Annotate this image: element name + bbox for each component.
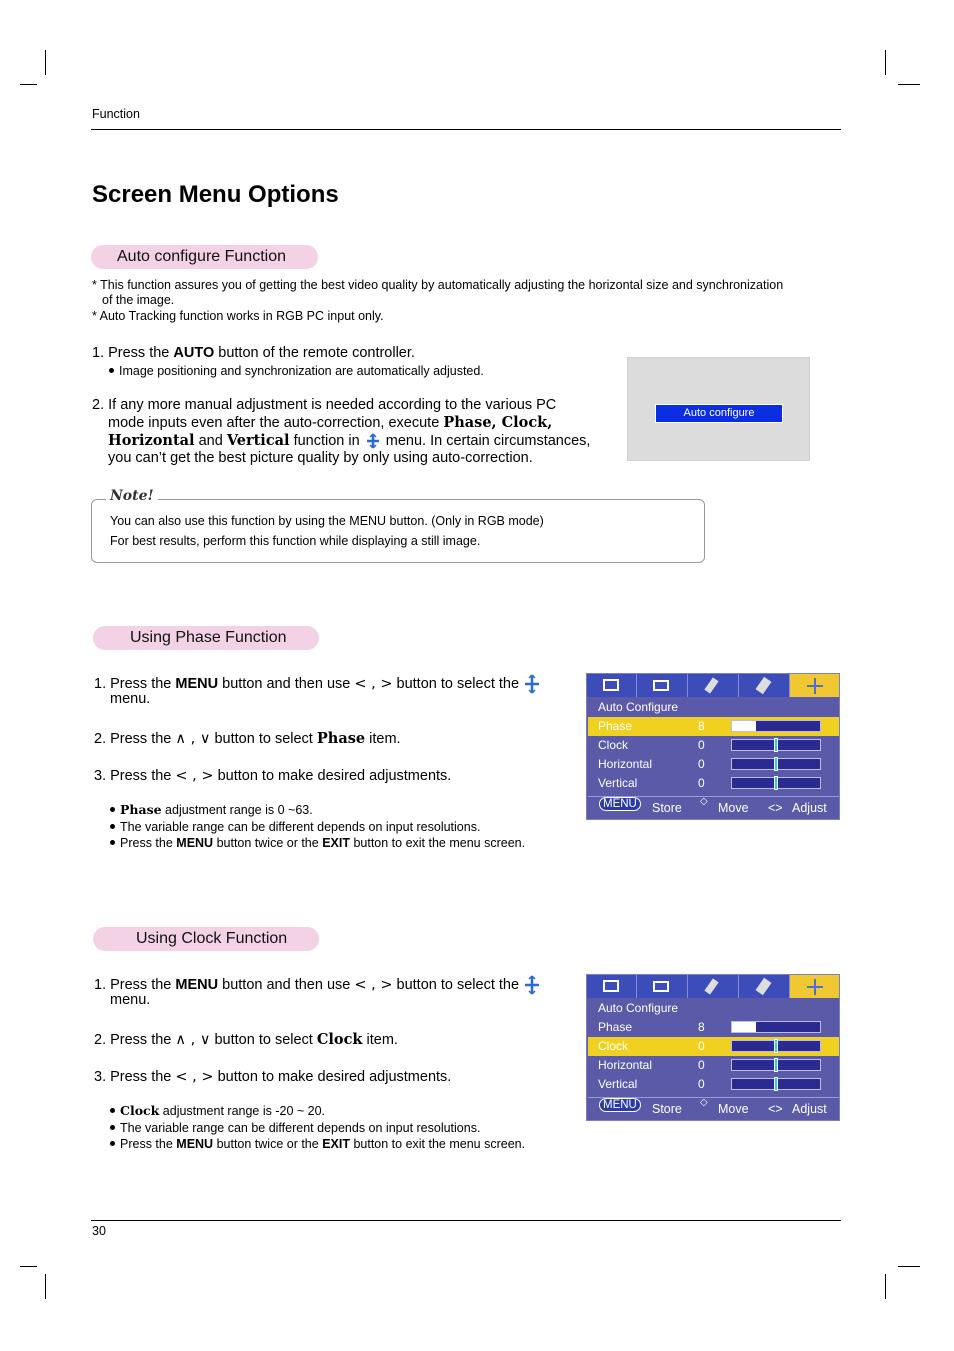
- osd-tab-bar: [587, 975, 839, 998]
- up-down-icon: ◇: [700, 1097, 708, 1108]
- setup-tab-icon[interactable]: [790, 674, 839, 697]
- left-right-icon: <>: [768, 801, 783, 815]
- special-tab-icon[interactable]: [688, 674, 739, 697]
- osd-row-horizontal[interactable]: Horizontal 0: [588, 1056, 839, 1075]
- osd-slider[interactable]: [731, 1078, 821, 1090]
- special-tab-icon[interactable]: [688, 975, 739, 998]
- menu-key: MENU: [599, 797, 641, 811]
- osd-slider[interactable]: [731, 739, 821, 751]
- screen-tab-icon[interactable]: [637, 674, 688, 697]
- up-down-icon: ◇: [700, 796, 708, 807]
- phase-step-1-cont: menu.: [110, 691, 151, 707]
- note-line-1: You can also use this function by using the MENU button. (Only in RGB mode): [110, 514, 544, 528]
- auto-step-1: 1. Press the AUTO button of the remote controller.: [92, 345, 415, 361]
- crop-mark: [20, 1266, 37, 1267]
- osd-row-phase[interactable]: Phase 8: [588, 717, 839, 736]
- osd-slider[interactable]: [731, 1021, 821, 1033]
- crop-mark: [20, 84, 37, 85]
- setup-menu-icon: [523, 975, 541, 995]
- bullet-icon: [110, 824, 115, 829]
- bullet-icon: [110, 1125, 115, 1130]
- auto-configure-pill: Auto configure Function: [91, 245, 318, 269]
- osd-footer: MENU Store ◇ Move <> Adjust: [588, 1097, 839, 1120]
- setup-menu-icon: [523, 674, 541, 694]
- auto-note-1-cont: of the image.: [102, 293, 175, 307]
- osd-row-vertical[interactable]: Vertical 0: [588, 774, 839, 793]
- auto-note-2: * Auto Tracking function works in RGB PC input only.: [92, 309, 384, 323]
- picture-tab-icon[interactable]: [587, 674, 637, 697]
- crop-mark: [898, 1266, 920, 1267]
- osd-row-horizontal[interactable]: Horizontal 0: [588, 755, 839, 774]
- auto-note-1: * This function assures you of getting the best video quality by automatically adjusting the horizontal size and synchronization: [92, 278, 784, 292]
- bullet-icon: [110, 840, 115, 845]
- crop-mark: [885, 1274, 886, 1299]
- clock-pill: Using Clock Function: [93, 927, 319, 951]
- auto-configure-bar: Auto configure: [655, 404, 783, 423]
- osd-row-clock[interactable]: Clock 0: [588, 1037, 839, 1056]
- header-rule: [91, 129, 841, 130]
- osd-slider[interactable]: [731, 720, 821, 732]
- menu-key: MENU: [599, 1098, 641, 1112]
- osd-row-vertical[interactable]: Vertical 0: [588, 1075, 839, 1094]
- screen-tab-icon[interactable]: [637, 975, 688, 998]
- left-right-icon: <>: [768, 1102, 783, 1116]
- auto-step-1-bullet: Image positioning and synchronization are automatically adjusted.: [109, 364, 484, 378]
- crop-mark: [45, 1274, 46, 1299]
- option-tab-icon[interactable]: [739, 975, 790, 998]
- osd-menu-phase: [586, 673, 840, 820]
- note-line-2: For best results, perform this function while displaying a still image.: [110, 534, 481, 548]
- bullet-icon: [110, 807, 115, 812]
- section-header: Function: [92, 107, 140, 121]
- clock-step-1: 1. Press the MENU button and then use < , > button to select the: [94, 975, 541, 995]
- osd-footer: MENU Store ◇ Move <> Adjust: [588, 796, 839, 819]
- crop-mark: [898, 84, 920, 85]
- phase-pill: Using Phase Function: [93, 626, 319, 650]
- phase-bullets: Phase adjustment range is 0 ~63. The variable range can be different depends on input resolutions. Press the MENU button twice or the EXIT button to exit the menu screen.: [110, 802, 525, 852]
- clock-step-3: 3. Press the < , > button to make desired adjustments.: [94, 1069, 452, 1085]
- osd-row-clock[interactable]: Clock 0: [588, 736, 839, 755]
- osd-tab-bar: [587, 674, 839, 697]
- phase-step-1: 1. Press the MENU button and then use < , > button to select the: [94, 674, 541, 694]
- osd-slider[interactable]: [731, 1040, 821, 1052]
- picture-tab-icon[interactable]: [587, 975, 637, 998]
- osd-row-phase[interactable]: Phase 8: [588, 1018, 839, 1037]
- osd-slider[interactable]: [731, 758, 821, 770]
- osd-slider[interactable]: [731, 1059, 821, 1071]
- osd-title-row: Auto Configure: [598, 1001, 679, 1015]
- phase-step-2: 2. Press the ∧ , ∨ button to select Phase item.: [94, 730, 401, 747]
- page-number: 30: [92, 1224, 106, 1238]
- crop-mark: [885, 50, 886, 75]
- crop-mark: [45, 50, 46, 75]
- phase-step-3: 3. Press the < , > button to make desired adjustments.: [94, 768, 452, 784]
- auto-step-2: 2. If any more manual adjustment is needed according to the various PC mode inputs even after the auto-correction, execute Phase, Clock, Horizontal and Vertical function in menu. In certain circumstances, you can’t get the best picture quality by only using auto-correction.: [92, 397, 591, 466]
- setup-tab-icon[interactable]: [790, 975, 839, 998]
- note-box: [91, 499, 705, 563]
- note-title: Note!: [106, 488, 158, 504]
- clock-bullets: Clock adjustment range is -20 ~ 20. The variable range can be different depends on input resolutions. Press the MENU button twice or the EXIT button to exit the menu screen.: [110, 1103, 525, 1153]
- page-title: Screen Menu Options: [92, 181, 339, 208]
- bullet-icon: [110, 1141, 115, 1146]
- setup-menu-icon: [364, 433, 382, 449]
- clock-step-2: 2. Press the ∧ , ∨ button to select Clock item.: [94, 1031, 398, 1048]
- bullet-icon: [109, 368, 114, 373]
- option-tab-icon[interactable]: [739, 674, 790, 697]
- osd-title-row: Auto Configure: [598, 700, 679, 714]
- osd-menu-clock: [586, 974, 840, 1121]
- bullet-icon: [110, 1108, 115, 1113]
- footer-rule: [91, 1220, 841, 1221]
- osd-slider[interactable]: [731, 777, 821, 789]
- clock-step-1-cont: menu.: [110, 992, 151, 1008]
